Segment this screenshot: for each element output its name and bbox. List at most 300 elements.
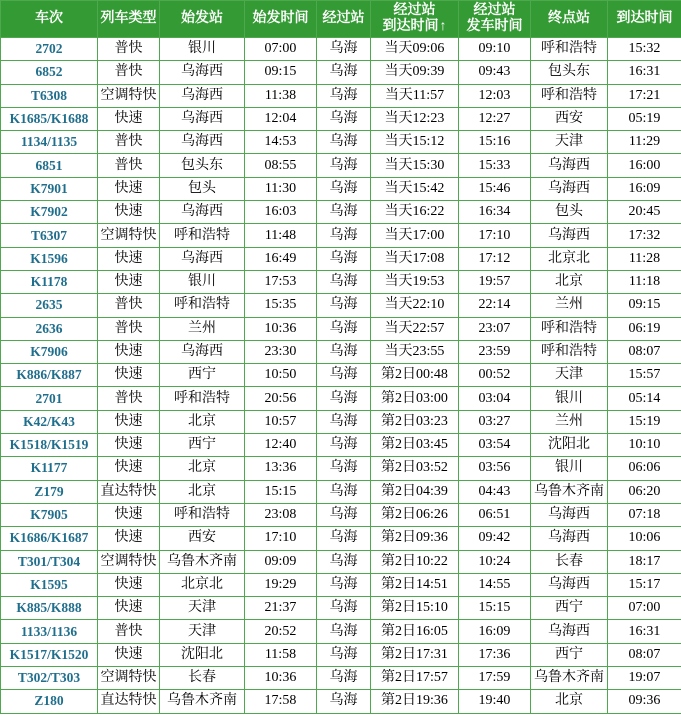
departure-time-cell: 11:48: [245, 224, 317, 247]
train-type-cell: 普快: [98, 387, 160, 410]
terminal-station-cell: 乌海西: [531, 527, 608, 550]
via-station-cell: 乌海: [317, 364, 371, 387]
col-header-label: 列车类型: [100, 11, 157, 26]
train-type-cell: 快速: [98, 457, 160, 480]
via-departure-time-cell: 09:42: [459, 527, 531, 550]
via-departure-time-cell: 23:07: [459, 317, 531, 340]
origin-station-cell: 西宁: [160, 434, 245, 457]
origin-station-cell: 沈阳北: [160, 643, 245, 666]
terminal-station-cell: 西宁: [531, 597, 608, 620]
terminal-station-cell: 银川: [531, 457, 608, 480]
col-header-arrival-time[interactable]: [608, 1, 681, 38]
via-departure-time-cell: 17:12: [459, 247, 531, 270]
terminal-station-cell: 呼和浩特: [531, 340, 608, 363]
col-header-via-station[interactable]: [317, 1, 371, 38]
departure-time-cell: 19:29: [245, 573, 317, 596]
arrival-time-cell: 18:17: [608, 550, 681, 573]
col-header-terminal-station[interactable]: [531, 1, 608, 38]
via-departure-time-cell: 03:27: [459, 410, 531, 433]
arrival-time-cell: 16:31: [608, 620, 681, 643]
table-row: [1, 154, 681, 177]
departure-time-cell: 07:00: [245, 38, 317, 61]
table-row: [1, 38, 681, 61]
via-departure-time-cell: 16:09: [459, 620, 531, 643]
via-departure-time-cell: 06:51: [459, 503, 531, 526]
departure-time-cell: 17:10: [245, 527, 317, 550]
train-number-link[interactable]: 2701: [1, 387, 98, 410]
via-arrival-time-cell: 第2日10:22: [371, 550, 459, 573]
train-number-link[interactable]: K7902: [1, 201, 98, 224]
departure-time-cell: 08:55: [245, 154, 317, 177]
via-station-cell: 乌海: [317, 201, 371, 224]
via-departure-time-cell: 19:40: [459, 690, 531, 713]
arrival-time-cell: 09:36: [608, 690, 681, 713]
via-station-cell: 乌海: [317, 387, 371, 410]
origin-station-cell: 乌海西: [160, 131, 245, 154]
via-departure-time-cell: 17:10: [459, 224, 531, 247]
via-arrival-time-cell: 当天15:12: [371, 131, 459, 154]
train-number-link[interactable]: 2635: [1, 294, 98, 317]
col-header-label: 车次: [35, 11, 63, 26]
via-departure-time-cell: 04:43: [459, 480, 531, 503]
via-arrival-time-cell: 第2日03:23: [371, 410, 459, 433]
departure-time-cell: 23:30: [245, 340, 317, 363]
origin-station-cell: 乌鲁木齐南: [160, 550, 245, 573]
col-header-label: 始发站: [181, 11, 223, 26]
via-arrival-time-cell: 第2日16:05: [371, 620, 459, 643]
departure-time-cell: 17:58: [245, 690, 317, 713]
arrival-time-cell: 09:15: [608, 294, 681, 317]
terminal-station-cell: 乌鲁木齐南: [531, 480, 608, 503]
train-number-link[interactable]: T302/T303: [1, 667, 98, 690]
arrival-time-cell: 16:31: [608, 61, 681, 84]
arrival-time-cell: 10:06: [608, 527, 681, 550]
train-number-link[interactable]: K1518/K1519: [1, 434, 98, 457]
origin-station-cell: 乌海西: [160, 61, 245, 84]
via-departure-time-cell: 03:54: [459, 434, 531, 457]
departure-time-cell: 20:52: [245, 620, 317, 643]
table-row: [1, 387, 681, 410]
terminal-station-cell: 沈阳北: [531, 434, 608, 457]
terminal-station-cell: 天津: [531, 364, 608, 387]
departure-time-cell: 16:49: [245, 247, 317, 270]
train-type-cell: 快速: [98, 643, 160, 666]
arrival-time-cell: 15:32: [608, 38, 681, 61]
via-arrival-time-cell: 当天09:06: [371, 38, 459, 61]
via-departure-time-cell: 09:43: [459, 61, 531, 84]
terminal-station-cell: 北京: [531, 270, 608, 293]
via-arrival-time-cell: 第2日17:31: [371, 643, 459, 666]
departure-time-cell: 09:09: [245, 550, 317, 573]
train-number-link[interactable]: 2702: [1, 38, 98, 61]
col-header-train-type[interactable]: [98, 1, 160, 38]
terminal-station-cell: 西宁: [531, 643, 608, 666]
origin-station-cell: 兰州: [160, 317, 245, 340]
train-type-cell: 快速: [98, 503, 160, 526]
via-arrival-time-cell: 当天12:23: [371, 107, 459, 130]
via-departure-time-cell: 19:57: [459, 270, 531, 293]
col-header-train-number[interactable]: [1, 1, 98, 38]
via-departure-time-cell: 15:16: [459, 131, 531, 154]
table-row: [1, 340, 681, 363]
via-station-cell: 乌海: [317, 38, 371, 61]
table-row: [1, 107, 681, 130]
terminal-station-cell: 乌海西: [531, 620, 608, 643]
train-number-link[interactable]: K1686/K1687: [1, 527, 98, 550]
arrival-time-cell: 07:18: [608, 503, 681, 526]
origin-station-cell: 天津: [160, 597, 245, 620]
via-station-cell: 乌海: [317, 154, 371, 177]
via-arrival-time-cell: 第2日17:57: [371, 667, 459, 690]
via-arrival-time-cell: 第2日03:52: [371, 457, 459, 480]
origin-station-cell: 长春: [160, 667, 245, 690]
col-header-label: 经过站: [322, 11, 365, 26]
train-type-cell: 快速: [98, 340, 160, 363]
table-header: [1, 1, 681, 38]
col-header-via-arrival-time[interactable]: [371, 1, 459, 38]
origin-station-cell: 呼和浩特: [160, 224, 245, 247]
origin-station-cell: 包头: [160, 177, 245, 200]
via-arrival-time-cell: 第2日19:36: [371, 690, 459, 713]
train-type-cell: 普快: [98, 131, 160, 154]
train-number-link[interactable]: T301/T304: [1, 550, 98, 573]
origin-station-cell: 乌海西: [160, 84, 245, 107]
terminal-station-cell: 呼和浩特: [531, 317, 608, 340]
table-row: [1, 410, 681, 433]
origin-station-cell: 呼和浩特: [160, 294, 245, 317]
departure-time-cell: 15:35: [245, 294, 317, 317]
via-departure-time-cell: 17:59: [459, 667, 531, 690]
departure-time-cell: 17:53: [245, 270, 317, 293]
origin-station-cell: 乌海西: [160, 340, 245, 363]
via-station-cell: 乌海: [317, 84, 371, 107]
via-station-cell: 乌海: [317, 107, 371, 130]
train-number-link[interactable]: K7905: [1, 503, 98, 526]
col-header-label: 始发时间: [252, 11, 309, 26]
table-body: [1, 38, 681, 714]
departure-time-cell: 10:36: [245, 317, 317, 340]
train-type-cell: 普快: [98, 154, 160, 177]
via-departure-time-cell: 15:33: [459, 154, 531, 177]
via-departure-time-cell: 17:36: [459, 643, 531, 666]
table-row: [1, 131, 681, 154]
train-type-cell: 普快: [98, 61, 160, 84]
via-station-cell: 乌海: [317, 573, 371, 596]
departure-time-cell: 21:37: [245, 597, 317, 620]
origin-station-cell: 乌海西: [160, 201, 245, 224]
train-number-link[interactable]: K1517/K1520: [1, 643, 98, 666]
via-departure-time-cell: 23:59: [459, 340, 531, 363]
via-departure-time-cell: 03:04: [459, 387, 531, 410]
via-departure-time-cell: 15:46: [459, 177, 531, 200]
departure-time-cell: 16:03: [245, 201, 317, 224]
train-type-cell: 空调特快: [98, 550, 160, 573]
terminal-station-cell: 兰州: [531, 410, 608, 433]
col-header-label-line2-wrap: [371, 19, 458, 35]
table-row: [1, 84, 681, 107]
origin-station-cell: 包头东: [160, 154, 245, 177]
arrival-time-cell: 05:19: [608, 107, 681, 130]
train-number-link[interactable]: K7901: [1, 177, 98, 200]
arrival-time-cell: 08:07: [608, 340, 681, 363]
via-arrival-time-cell: 第2日03:00: [371, 387, 459, 410]
table-row: [1, 270, 681, 293]
origin-station-cell: 银川: [160, 38, 245, 61]
departure-time-cell: 23:08: [245, 503, 317, 526]
via-station-cell: 乌海: [317, 131, 371, 154]
via-departure-time-cell: 09:10: [459, 38, 531, 61]
train-number-link[interactable]: K1596: [1, 247, 98, 270]
train-number-link[interactable]: K42/K43: [1, 410, 98, 433]
terminal-station-cell: 乌海西: [531, 154, 608, 177]
sort-ascending-icon: ↑: [439, 19, 447, 34]
via-departure-time-cell: 14:55: [459, 573, 531, 596]
train-type-cell: 普快: [98, 294, 160, 317]
arrival-time-cell: 06:06: [608, 457, 681, 480]
train-type-cell: 空调特快: [98, 224, 160, 247]
arrival-time-cell: 19:07: [608, 667, 681, 690]
train-number-link[interactable]: 6851: [1, 154, 98, 177]
train-number-link[interactable]: K886/K887: [1, 364, 98, 387]
train-number-link[interactable]: 6852: [1, 61, 98, 84]
train-number-link[interactable]: K885/K888: [1, 597, 98, 620]
train-type-cell: 普快: [98, 38, 160, 61]
train-number-link[interactable]: Z179: [1, 480, 98, 503]
departure-time-cell: 11:30: [245, 177, 317, 200]
departure-time-cell: 11:38: [245, 84, 317, 107]
departure-time-cell: 15:15: [245, 480, 317, 503]
table-row: [1, 434, 681, 457]
via-departure-time-cell: 22:14: [459, 294, 531, 317]
via-station-cell: 乌海: [317, 643, 371, 666]
table-row: [1, 480, 681, 503]
col-header-origin-station[interactable]: [160, 1, 245, 38]
origin-station-cell: 北京: [160, 480, 245, 503]
origin-station-cell: 北京: [160, 457, 245, 480]
via-station-cell: 乌海: [317, 550, 371, 573]
via-station-cell: 乌海: [317, 480, 371, 503]
terminal-station-cell: 长春: [531, 550, 608, 573]
via-station-cell: 乌海: [317, 61, 371, 84]
train-type-cell: 快速: [98, 247, 160, 270]
train-type-cell: 空调特快: [98, 667, 160, 690]
origin-station-cell: 银川: [160, 270, 245, 293]
arrival-time-cell: 11:28: [608, 247, 681, 270]
train-number-link[interactable]: 2636: [1, 317, 98, 340]
terminal-station-cell: 乌海西: [531, 503, 608, 526]
via-arrival-time-cell: 当天19:53: [371, 270, 459, 293]
table-row: [1, 667, 681, 690]
via-arrival-time-cell: 第2日04:39: [371, 480, 459, 503]
arrival-time-cell: 17:21: [608, 84, 681, 107]
via-arrival-time-cell: 当天22:57: [371, 317, 459, 340]
terminal-station-cell: 北京: [531, 690, 608, 713]
via-arrival-time-cell: 当天15:30: [371, 154, 459, 177]
table-row: [1, 177, 681, 200]
via-departure-time-cell: 03:56: [459, 457, 531, 480]
via-station-cell: 乌海: [317, 317, 371, 340]
table-row: [1, 597, 681, 620]
via-arrival-time-cell: 当天16:22: [371, 201, 459, 224]
table-row: [1, 317, 681, 340]
train-type-cell: 快速: [98, 573, 160, 596]
via-arrival-time-cell: 当天17:08: [371, 247, 459, 270]
via-departure-time-cell: 15:15: [459, 597, 531, 620]
arrival-time-cell: 05:14: [608, 387, 681, 410]
arrival-time-cell: 07:00: [608, 597, 681, 620]
departure-time-cell: 09:15: [245, 61, 317, 84]
via-station-cell: 乌海: [317, 434, 371, 457]
terminal-station-cell: 乌海西: [531, 573, 608, 596]
train-type-cell: 普快: [98, 620, 160, 643]
col-header-via-departure-time[interactable]: [459, 1, 531, 38]
terminal-station-cell: 包头东: [531, 61, 608, 84]
origin-station-cell: 乌海西: [160, 247, 245, 270]
terminal-station-cell: 乌鲁木齐南: [531, 667, 608, 690]
departure-time-cell: 10:57: [245, 410, 317, 433]
via-arrival-time-cell: 第2日15:10: [371, 597, 459, 620]
train-number-link[interactable]: 1134/1135: [1, 131, 98, 154]
via-arrival-time-cell: 当天15:42: [371, 177, 459, 200]
train-type-cell: 直达特快: [98, 480, 160, 503]
table-row: [1, 457, 681, 480]
terminal-station-cell: 乌海西: [531, 224, 608, 247]
train-number-link[interactable]: T6308: [1, 84, 98, 107]
table-row: [1, 573, 681, 596]
via-station-cell: 乌海: [317, 597, 371, 620]
train-number-link[interactable]: K7906: [1, 340, 98, 363]
via-arrival-time-cell: 第2日00:48: [371, 364, 459, 387]
via-arrival-time-cell: 第2日14:51: [371, 573, 459, 596]
via-station-cell: 乌海: [317, 667, 371, 690]
via-station-cell: 乌海: [317, 340, 371, 363]
train-number-link[interactable]: 1133/1136: [1, 620, 98, 643]
col-header-label: 到达时间: [616, 11, 673, 26]
via-arrival-time-cell: 第2日09:36: [371, 527, 459, 550]
origin-station-cell: 乌海西: [160, 107, 245, 130]
col-header-label: 终点站: [548, 11, 590, 26]
train-type-cell: 快速: [98, 410, 160, 433]
col-header-label-line1: 经过站: [473, 3, 516, 18]
header-row: [1, 1, 681, 38]
terminal-station-cell: 北京北: [531, 247, 608, 270]
table-row: [1, 201, 681, 224]
origin-station-cell: 呼和浩特: [160, 387, 245, 410]
arrival-time-cell: 08:07: [608, 643, 681, 666]
terminal-station-cell: 银川: [531, 387, 608, 410]
train-type-cell: 快速: [98, 177, 160, 200]
train-number-link[interactable]: Z180: [1, 690, 98, 713]
via-station-cell: 乌海: [317, 527, 371, 550]
train-number-link[interactable]: T6307: [1, 224, 98, 247]
terminal-station-cell: 乌海西: [531, 177, 608, 200]
train-type-cell: 空调特快: [98, 84, 160, 107]
train-number-link[interactable]: K1685/K1688: [1, 107, 98, 130]
arrival-time-cell: 06:20: [608, 480, 681, 503]
col-header-label-line1: 经过站: [393, 3, 436, 18]
col-header-label-line2: 发车时间: [466, 19, 523, 34]
train-type-cell: 快速: [98, 597, 160, 620]
via-station-cell: 乌海: [317, 690, 371, 713]
via-station-cell: 乌海: [317, 224, 371, 247]
via-arrival-time-cell: 当天22:10: [371, 294, 459, 317]
train-number-link[interactable]: K1177: [1, 457, 98, 480]
table-row: [1, 61, 681, 84]
arrival-time-cell: 15:19: [608, 410, 681, 433]
via-station-cell: 乌海: [317, 457, 371, 480]
terminal-station-cell: 包头: [531, 201, 608, 224]
departure-time-cell: 12:40: [245, 434, 317, 457]
terminal-station-cell: 西安: [531, 107, 608, 130]
arrival-time-cell: 15:17: [608, 573, 681, 596]
via-station-cell: 乌海: [317, 410, 371, 433]
arrival-time-cell: 11:18: [608, 270, 681, 293]
via-station-cell: 乌海: [317, 177, 371, 200]
terminal-station-cell: 呼和浩特: [531, 38, 608, 61]
via-departure-time-cell: 16:34: [459, 201, 531, 224]
origin-station-cell: 西安: [160, 527, 245, 550]
train-type-cell: 快速: [98, 527, 160, 550]
table-row: [1, 503, 681, 526]
via-station-cell: 乌海: [317, 503, 371, 526]
origin-station-cell: 乌鲁木齐南: [160, 690, 245, 713]
terminal-station-cell: 呼和浩特: [531, 84, 608, 107]
arrival-time-cell: 16:09: [608, 177, 681, 200]
arrival-time-cell: 20:45: [608, 201, 681, 224]
arrival-time-cell: 11:29: [608, 131, 681, 154]
train-type-cell: 直达特快: [98, 690, 160, 713]
via-departure-time-cell: 12:27: [459, 107, 531, 130]
train-type-cell: 快速: [98, 364, 160, 387]
train-number-link[interactable]: K1595: [1, 573, 98, 596]
table-row: [1, 690, 681, 713]
col-header-departure-time[interactable]: [245, 1, 317, 38]
departure-time-cell: 12:04: [245, 107, 317, 130]
origin-station-cell: 呼和浩特: [160, 503, 245, 526]
table-row: [1, 294, 681, 317]
origin-station-cell: 北京北: [160, 573, 245, 596]
via-departure-time-cell: 12:03: [459, 84, 531, 107]
departure-time-cell: 14:53: [245, 131, 317, 154]
departure-time-cell: 10:50: [245, 364, 317, 387]
via-departure-time-cell: 10:24: [459, 550, 531, 573]
table-row: [1, 247, 681, 270]
table-row: [1, 364, 681, 387]
via-station-cell: 乌海: [317, 247, 371, 270]
terminal-station-cell: 天津: [531, 131, 608, 154]
col-header-label-line2: 到达时间: [382, 19, 439, 34]
table-row: [1, 224, 681, 247]
table-row: [1, 527, 681, 550]
via-station-cell: 乌海: [317, 620, 371, 643]
train-type-cell: 快速: [98, 107, 160, 130]
train-type-cell: 快速: [98, 201, 160, 224]
table-row: [1, 620, 681, 643]
train-type-cell: 快速: [98, 434, 160, 457]
table-row: [1, 550, 681, 573]
via-arrival-time-cell: 当天09:39: [371, 61, 459, 84]
departure-time-cell: 20:56: [245, 387, 317, 410]
train-number-link[interactable]: K1178: [1, 270, 98, 293]
via-arrival-time-cell: 第2日06:26: [371, 503, 459, 526]
departure-time-cell: 11:58: [245, 643, 317, 666]
origin-station-cell: 北京: [160, 410, 245, 433]
via-station-cell: 乌海: [317, 294, 371, 317]
arrival-time-cell: 16:00: [608, 154, 681, 177]
via-departure-time-cell: 00:52: [459, 364, 531, 387]
arrival-time-cell: 10:10: [608, 434, 681, 457]
departure-time-cell: 13:36: [245, 457, 317, 480]
